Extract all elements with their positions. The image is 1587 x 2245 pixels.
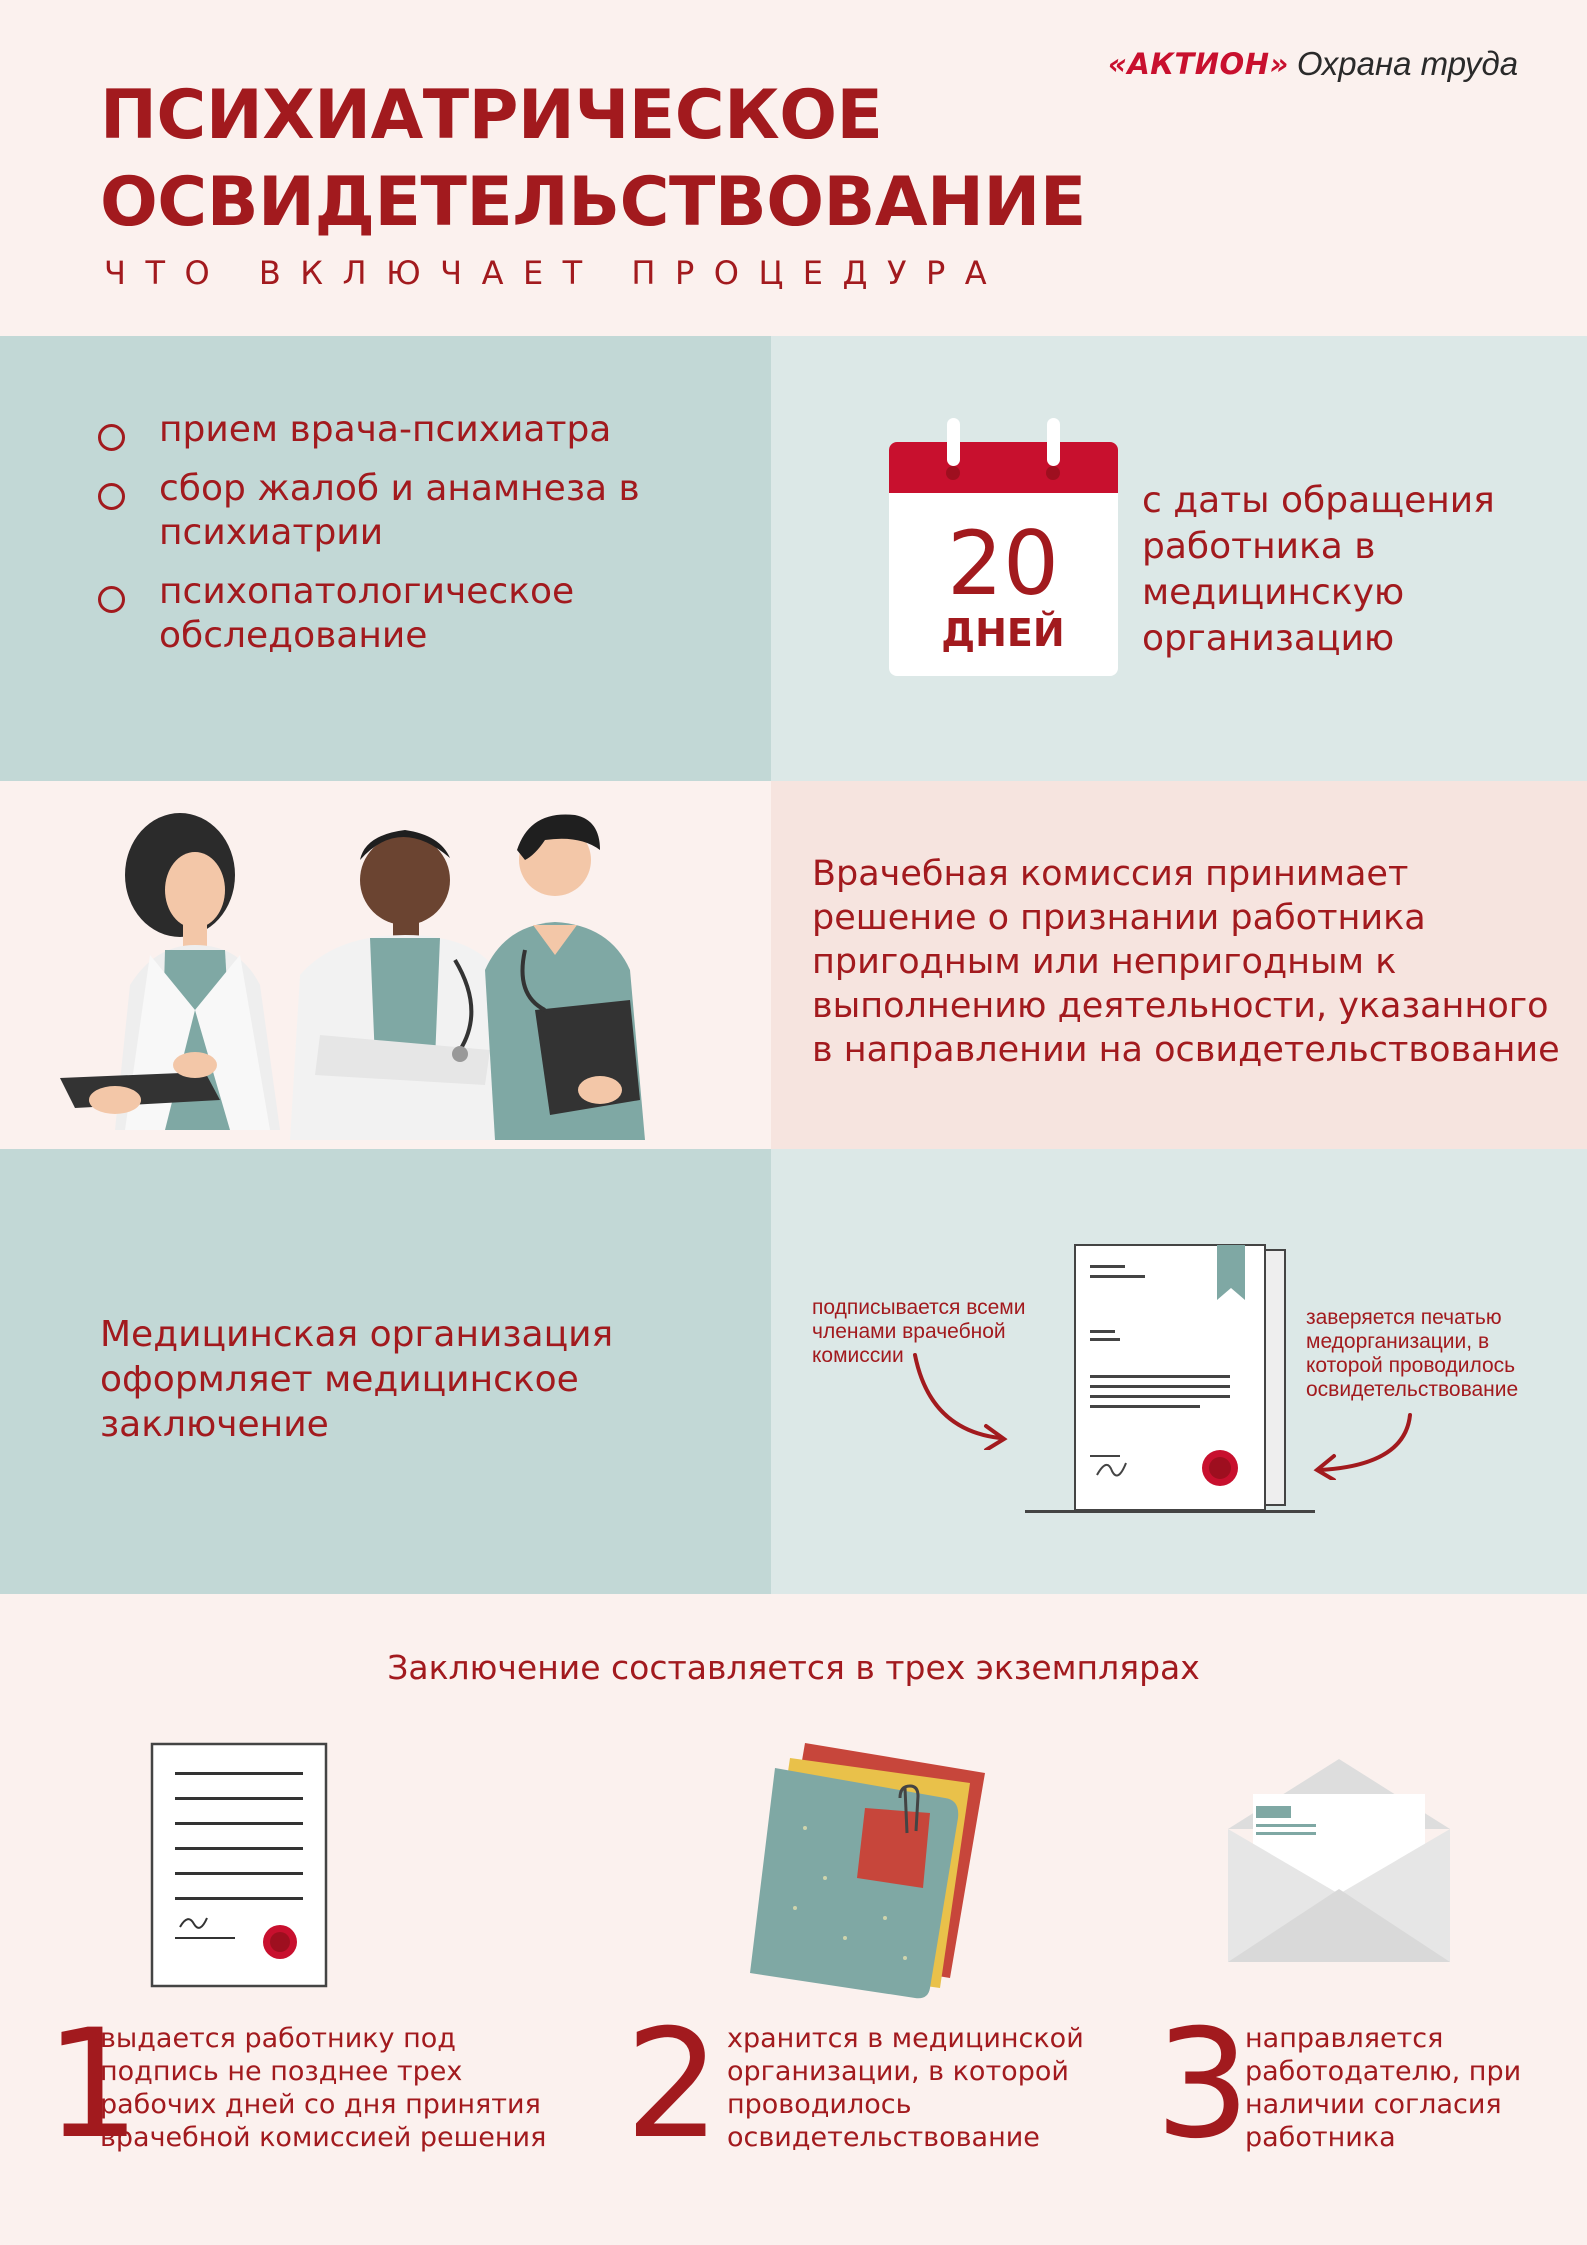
copy-text-2: хранится в медицинской организации, в которой проводилось освидетельствование <box>727 2023 1084 2153</box>
arrow-left-icon <box>1310 1410 1420 1480</box>
certificate-document-icon <box>1025 1240 1315 1520</box>
logo-subtitle: Охрана труда <box>1296 45 1519 82</box>
calendar-icon <box>887 418 1120 678</box>
page-title <box>100 72 1086 246</box>
circle-bullet-icon <box>98 424 125 451</box>
circle-bullet-icon <box>98 483 125 510</box>
list-item-label: психопатологическое обследование <box>159 571 575 656</box>
list-item <box>98 467 738 555</box>
circle-bullet-icon <box>98 586 125 613</box>
envelope-icon <box>1228 1754 1450 1962</box>
list-item <box>98 408 738 452</box>
copy-number-1: 1 <box>45 1998 141 2172</box>
title-line-1: ПСИХИАТРИЧЕСКОЕ <box>100 76 883 155</box>
note-signed: подписывается всеми членами врачебной комиссии <box>812 1296 1026 1367</box>
doctors-illustration <box>55 810 675 1155</box>
copy-text-3: направляется работодателю, при наличии согласия работника <box>1245 2023 1522 2153</box>
brand-logo <box>1108 44 1518 84</box>
conclusion-text: Медицинская организация оформляет медицинское заключение <box>100 1314 614 1445</box>
note-stamped: заверяется печатью медорганизации, в которой проводилось освидетельствование <box>1306 1306 1519 1401</box>
arrow-right-icon <box>900 1350 1020 1450</box>
logo-brand: «АКТИОН» <box>1108 47 1289 81</box>
procedure-list <box>98 408 738 673</box>
folder-icon <box>745 1738 985 2000</box>
copies-heading: Заключение составляется в трех экземплярах <box>387 1648 1200 1687</box>
list-item <box>98 570 738 658</box>
commission-text: Врачебная комиссия принимает решение о признании работника пригодным или непригодным к выполнению деятельности, указанного в направлении на освидетельствование <box>812 854 1560 1070</box>
deadline-text: с даты обращения работника в медицинскую организацию <box>1142 480 1495 659</box>
page-subtitle: ЧТО ВКЛЮЧАЕТ ПРОЦЕДУРА <box>104 254 1007 292</box>
document-icon <box>150 1742 328 1988</box>
calendar-number: 20 <box>947 512 1059 615</box>
copy-text-1: выдается работнику под подпись не позднее трех рабочих дней со дня принятия врачебной комиссией решения <box>100 2023 547 2153</box>
list-item-label: прием врача-психиатра <box>159 409 612 450</box>
title-line-2: ОСВИДЕТЕЛЬСТВОВАНИЕ <box>100 163 1086 242</box>
copy-number-2: 2 <box>625 1998 721 2172</box>
copy-number-3: 3 <box>1155 1998 1251 2172</box>
list-item-label: сбор жалоб и анамнеза в психиатрии <box>159 468 640 553</box>
calendar-unit: ДНЕЙ <box>941 611 1065 655</box>
